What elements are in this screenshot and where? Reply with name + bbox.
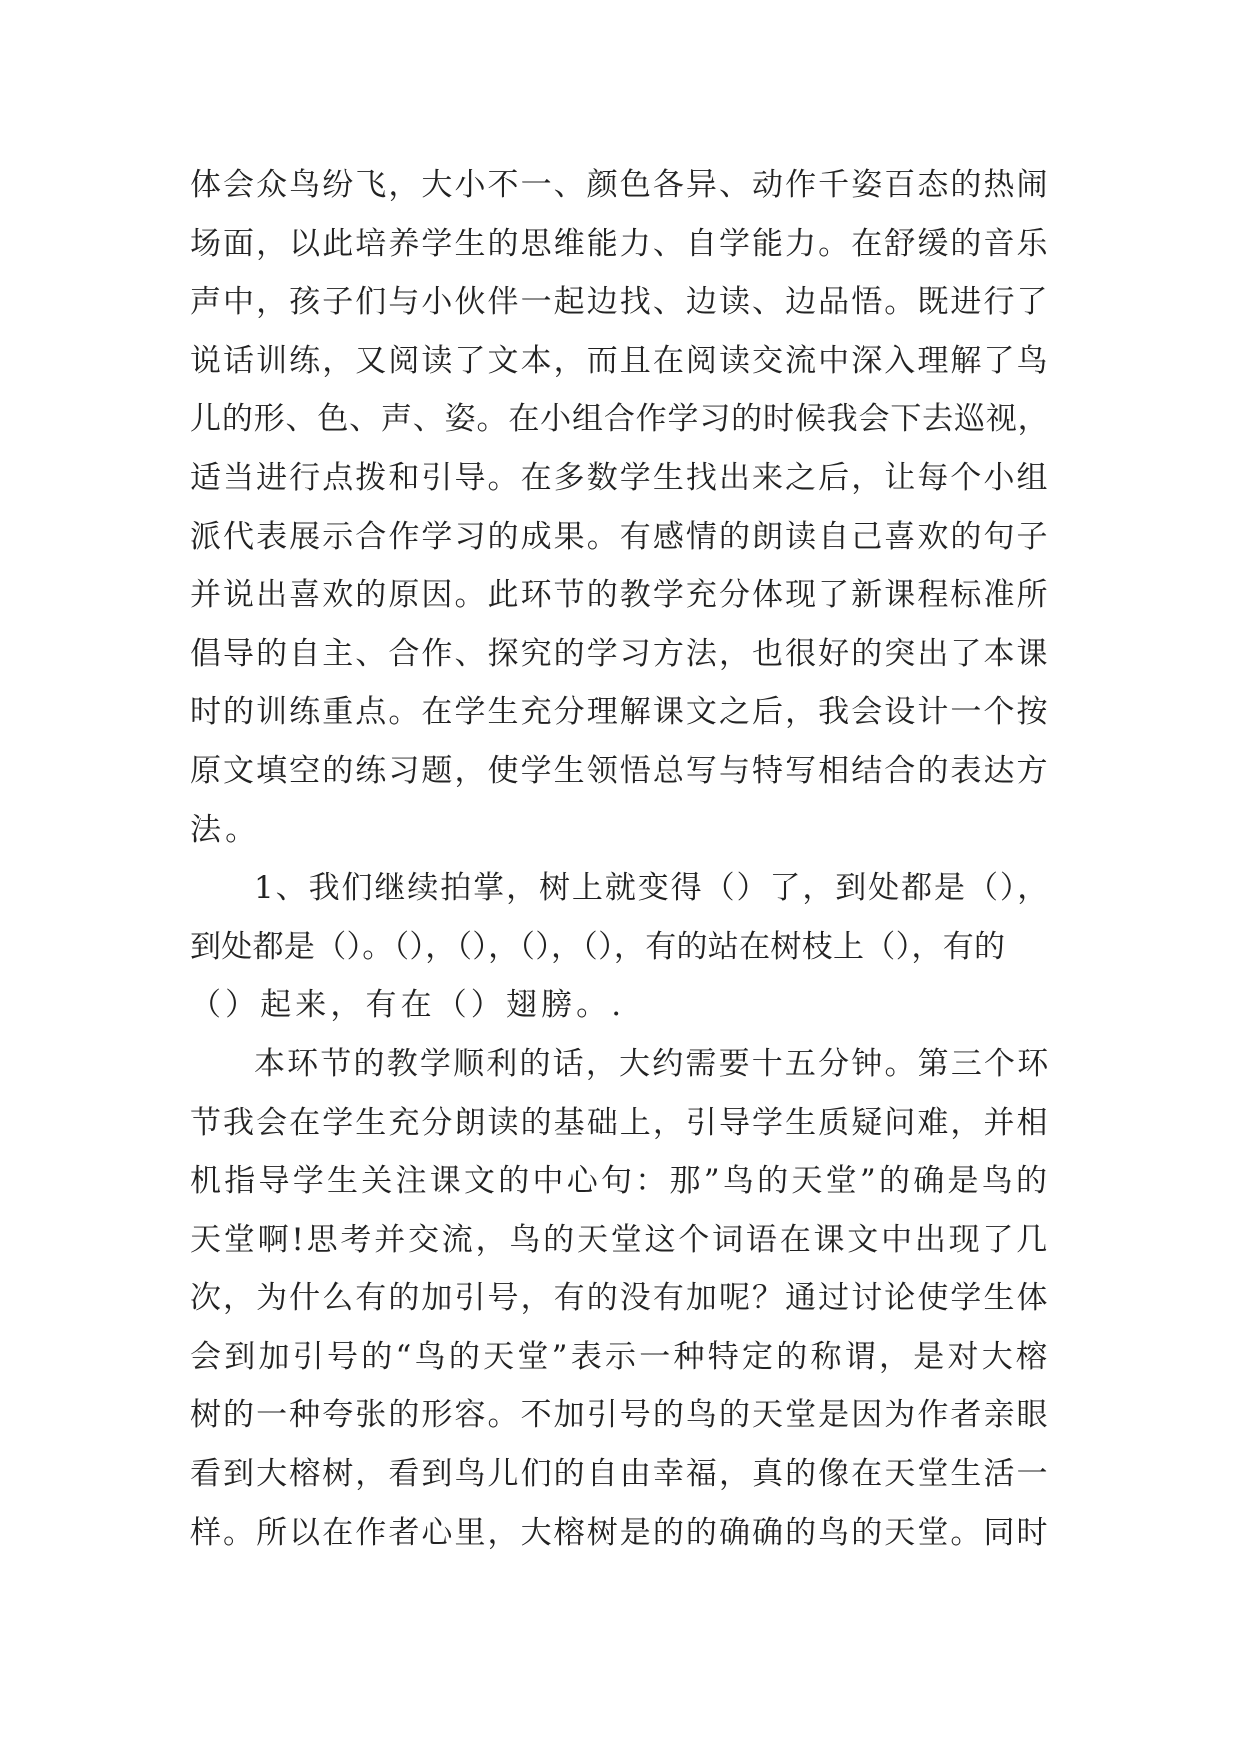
text-line: 天堂啊!思考并交流，鸟的天堂这个词语在课文中出现了几: [190, 1221, 1051, 1258]
text-line: 儿的形、色、声、姿。在小组合作学习的时候我会下去巡视，: [190, 401, 1050, 438]
text-line: 说话训练，又阅读了文本，而且在阅读交流中深入理解了鸟: [190, 342, 1050, 379]
fill-blank-question: 1、我们继续拍掌，树上就变得（）了，到处都是（），: [254, 870, 1051, 907]
text-line: 法。: [190, 811, 261, 848]
text-line: 体会众鸟纷飞，大小不一、颜色各异、动作千姿百态的热闹: [190, 167, 1050, 203]
text-line: 原文填空的练习题，使学生领悟总写与特写相结合的表达方: [190, 752, 1050, 789]
text-line: 派代表展示合作学习的成果。有感情的朗读自己喜欢的句子: [190, 518, 1050, 555]
fill-blank-question: （）起来，有在（）翅膀。.: [190, 987, 626, 1024]
text-line: 节我会在学生充分朗读的基础上，引导学生质疑问难，并相: [190, 1104, 1050, 1141]
text-line: 看到大榕树，看到鸟儿们的自由幸福，真的像在天堂生活一: [190, 1456, 1050, 1493]
text-line: 并说出喜欢的原因。此环节的教学充分体现了新课程标准所: [190, 577, 1050, 614]
text-line: 倡导的自主、合作、探究的学习方法，也很好的突出了本课: [190, 635, 1050, 672]
text-line: 本环节的教学顺利的话，大约需要十五分钟。第三个环: [254, 1045, 1051, 1082]
text-line: 适当进行点拨和引导。在多数学生找出来之后，让每个小组: [190, 459, 1050, 496]
text-line: 声中，孩子们与小伙伴一起边找、边读、边品悟。既进行了: [190, 284, 1050, 321]
text-line: 会到加引号的“鸟的天堂”表示一种特定的称谓，是对大榕: [190, 1338, 1051, 1375]
text-line: 树的一种夸张的形容。不加引号的鸟的天堂是因为作者亲眼: [190, 1397, 1050, 1434]
text-line: 时的训练重点。在学生充分理解课文之后，我会设计一个按: [190, 694, 1050, 731]
fill-blank-question: 到处都是（）。（），（），（），（），有的站在树枝上（），有的: [190, 928, 1006, 965]
text-line: 次，为什么有的加引号，有的没有加呢？通过讨论使学生体: [190, 1280, 1050, 1317]
body-text: [190, 156, 1050, 1562]
text-line: 场面，以此培养学生的思维能力、自学能力。在舒缓的音乐: [190, 225, 1050, 262]
text-line: 机指导学生关注课文的中心句：那”鸟的天堂”的确是鸟的: [190, 1163, 1051, 1200]
text-line: 样。所以在作者心里，大榕树是的的确确的鸟的天堂。同时: [190, 1514, 1050, 1551]
